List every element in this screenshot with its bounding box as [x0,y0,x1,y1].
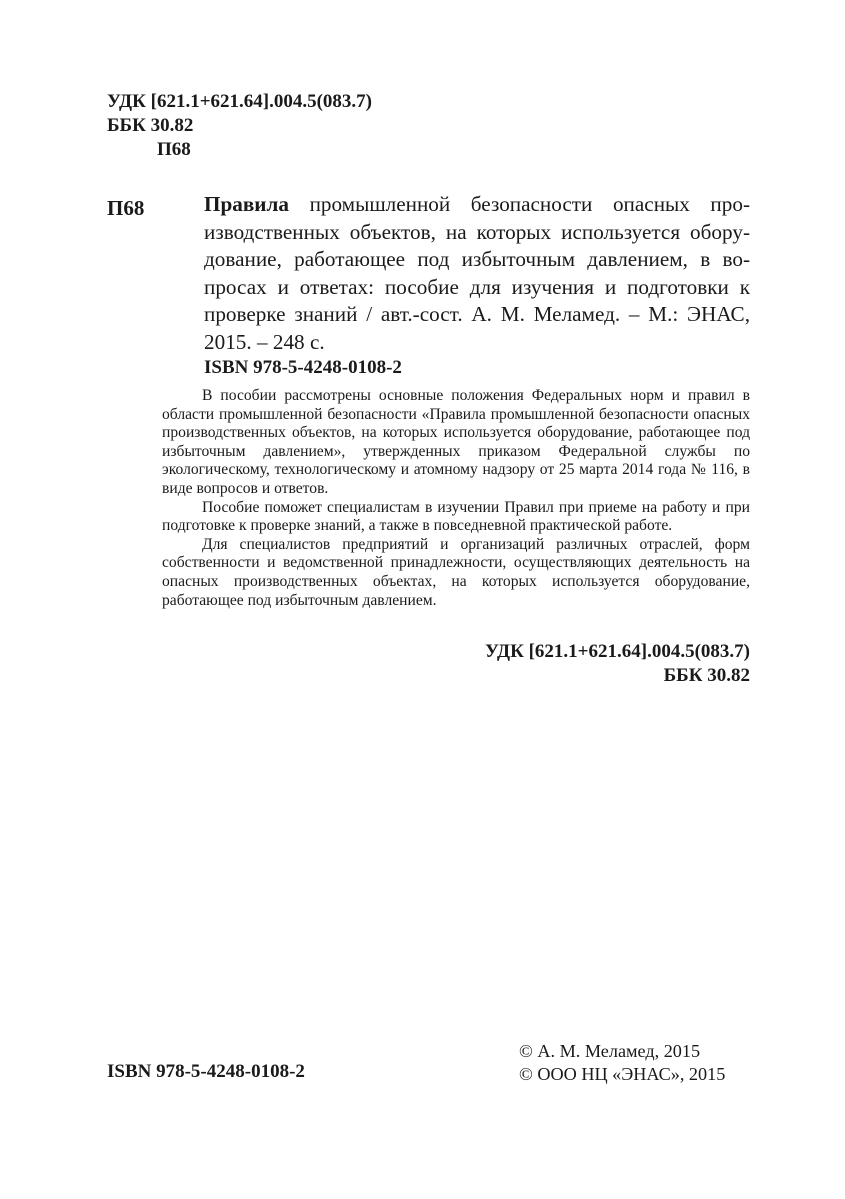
classification-bbk: ББК 30.82 [663,665,750,686]
classification-udk: УДК [621.1+621.64].004.5(083.7) [484,641,750,662]
entry-author-mark: П68 [107,196,145,220]
header-author-mark: П68 [157,139,191,160]
annotation-paragraph: Пособие поможет специалистам в изучении Правил при приеме на работу и при подготовке к проверке знаний, а также в повседневной практической работе. [162,498,750,535]
entry-isbn: ISBN 978-5-4248-0108-2 [204,357,402,378]
bibliographic-entry [204,191,750,357]
annotation-paragraph: В пособии рассмотрены основные положения Федеральных норм и правил в области промышленной безопасности «Правила промышленной безопасности опасных производственных объектов, на которых используется оборудование, работающее под избыточным давлением», утвержденных приказом Федеральной службы по экологическому, технологическому и атомному надзору от 25 марта 2014 года № 116, в виде вопросов и ответов. [162,387,750,497]
header-udk: УДК [621.1+621.64].004.5(083.7) [107,91,373,112]
footer-isbn: ISBN 978-5-4248-0108-2 [107,1061,305,1082]
copyright-block [519,1040,725,1086]
copyright-publisher: © ООО НЦ «ЭНАС», 2015 [519,1064,726,1084]
annotation [162,387,750,610]
entry-description: промышленной безопасности опасных производственных объектов, на которых используется оборудование, работающее под избыточным давлением, в вопросах и ответах: пособие для изучения и подготовки к проверке знаний / авт.-сост. А. М. Меламед. – М.: ЭНАС, 2015. – 248 с. [204,192,751,354]
header-classification [107,90,372,162]
entry-title: Правила [204,192,289,216]
classification-codes [485,640,750,688]
annotation-paragraph: Для специалистов предприятий и организаций различных отраслей, форм собственности и ведомственной принадлежности, осуществляющих деятельность на опасных производственных объектах, на которых используется оборудование, работающее под избыточным давлением. [162,535,750,609]
copyright-author: © А. М. Меламед, 2015 [519,1041,701,1061]
header-bbk: ББК 30.82 [107,115,194,136]
